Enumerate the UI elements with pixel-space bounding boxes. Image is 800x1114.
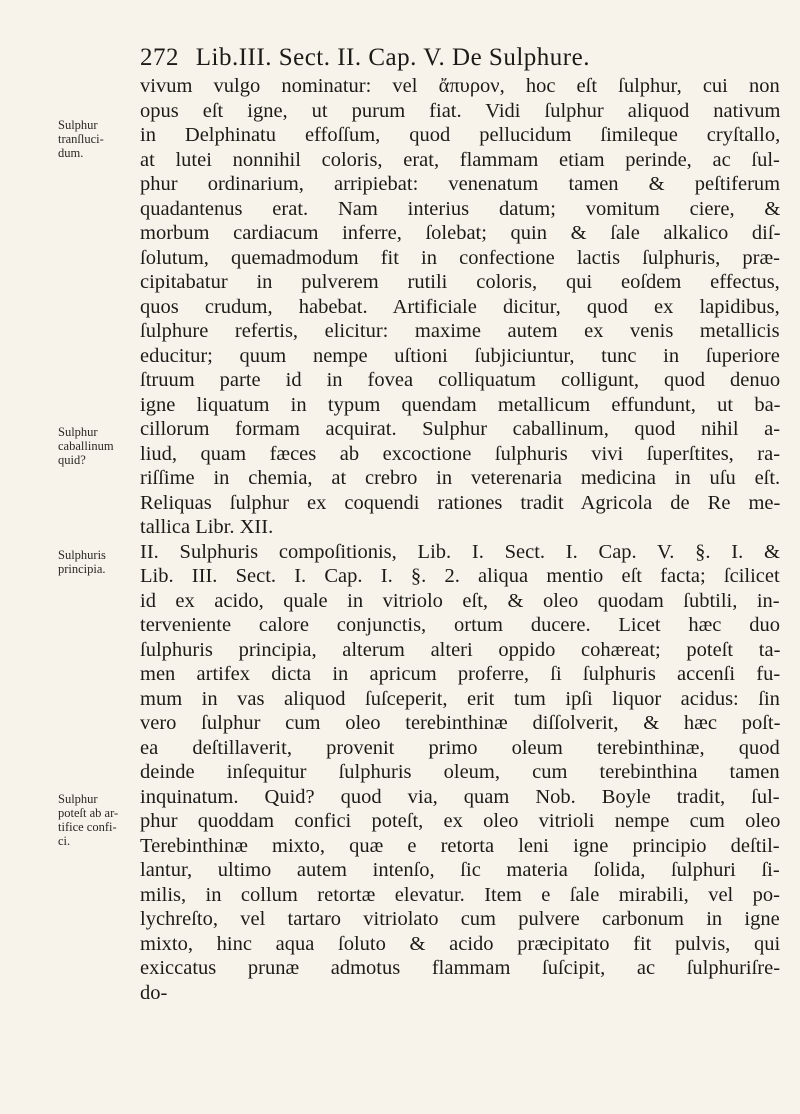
text-line: opus eſt igne, ut purum fiat. Vidi ſulphur aliquod nativum — [140, 99, 781, 122]
text-line: cillorum formam acquirat. Sulphur caballinum, quod nihil a- — [140, 418, 781, 440]
text-line: mixto, hinc aqua ſoluto & acido præcipitato fit pulvis, qui — [140, 932, 781, 955]
text-line: phur quoddam confici poteſt, ex oleo vitrioli nempe cum oleo — [140, 810, 781, 832]
text-line: ſolutum, quemadmodum fit in confectione lactis ſulphuris, præ- — [140, 246, 780, 269]
text-line: ea deſtillaverit, provenit primo oleum terebinthinæ, quod — [140, 736, 780, 759]
text-line: in Delphinatu effoſſum, quod pellucidum ſimileque cryſtallo, — [140, 124, 781, 146]
text-line: exiccatus prunæ admotus flammam ſuſcipit, ac ſulphuriſre- — [140, 957, 781, 979]
text-line: quadantenus erat. Nam interius datum; vomitum ciere, & — [140, 197, 781, 220]
text-line: cipitabatur in pulverem rutili coloris, qui eoſdem effectus, — [140, 271, 780, 293]
body-text — [140, 74, 780, 1005]
text-line: igne liquatum in typum quendam metallicum effundunt, ut ba- — [140, 393, 781, 416]
text-line: educitur; quum nempe uſtioni ſubjiciuntur, tunc in ſuperiore — [140, 344, 780, 367]
margin-note-caballinum: Sulphur caballinum quid? — [58, 425, 114, 467]
text-line: Lib. III. Sect. I. Cap. I. §. 2. aliqua mentio eſt facta; ſcilicet — [140, 565, 780, 587]
text-line: Reliquas ſulphur ex coquendi rationes tradit Agricola de Re me- — [140, 491, 781, 514]
text-line: lychreſto, vel tartaro vitriolato cum pulvere carbonum in igne — [140, 908, 780, 930]
margin-note-artifice: Sulphur poteſt ab ar- tifice confi- ci. — [58, 792, 119, 848]
text-line: quos crudum, habebat. Artificiale dicitur, quod ex lapidibus, — [140, 295, 780, 318]
text-line: morbum cardiacum inferre, ſolebat; quin & ſale alkalico diſ- — [140, 222, 781, 244]
text-line: Terebinthinæ mixto, quæ e retorta leni igne principio deſtil- — [140, 834, 780, 857]
margin-note-translucent: Sulphur tranſluci- dum. — [58, 118, 104, 160]
text-line: lantur, ultimo autem intenſo, ſic materia ſolida, ſulphuri ſi- — [140, 859, 780, 881]
text-line: vero ſulphur cum oleo terebinthinæ diſſolverit, & hæc poſt- — [140, 712, 781, 734]
text-line: vivum vulgo nominatur: vel ἄπυρον, hoc eſt ſulphur, cui non — [140, 75, 780, 97]
page-number: 272 — [140, 44, 179, 71]
text-line: phur ordinarium, arripiebat: venenatum tamen & peſtiferum — [140, 173, 781, 195]
text-line: ſulphuris principia, alterum alteri oppido cohæreat; poteſt ta- — [140, 638, 781, 661]
text-line: at lutei nonnihil coloris, erat, flammam etiam perinde, ac ſul- — [140, 148, 780, 171]
text-line: II. Sulphuris compoſitionis, Lib. I. Sect. I. Cap. V. §. I. & — [140, 540, 780, 563]
text-line: inquinatum. Quid? quod via, quam Nob. Boyle tradit, ſul- — [140, 785, 780, 808]
text-line: deinde inſequitur ſulphuris oleum, cum terebinthina tamen — [140, 761, 780, 783]
text-line: men artifex dicta in apricum proferre, ſi ſulphuris accenſi fu- — [140, 663, 781, 685]
running-title: Lib.III. Sect. II. Cap. V. De Sulphure. — [195, 44, 590, 71]
margin-note-principia: Sulphuris principia. — [58, 548, 106, 576]
text-line: terveniente calore conjunctis, ortum ducere. Licet hæc duo — [140, 614, 780, 636]
text-line: liud, quam fæces ab excoctione ſulphuris vivi ſuperſtites, ra- — [140, 442, 781, 465]
text-line: riſſime in chemia, at crebro in veterenaria medicina in uſu eſt. — [140, 467, 781, 489]
page-header — [140, 44, 780, 72]
text-line: ſtruum parte id in fovea colliquatum colligunt, quod denuo — [140, 369, 781, 391]
text-line: id ex acido, quale in vitriolo eſt, & oleo quodam ſubtili, in- — [140, 589, 780, 612]
text-line: milis, in collum retortæ elevatur. Item e ſale mirabili, vel po- — [140, 883, 780, 906]
text-line: ſulphure refertis, elicitur: maxime autem ex venis metallicis — [140, 320, 780, 342]
text-line: mum in vas aliquod ſuſceperit, erit tum ipſi liquor acidus: ſin — [140, 687, 780, 710]
text-line: tallica Libr. XII. — [140, 516, 274, 538]
text-line: do- — [140, 981, 168, 1004]
